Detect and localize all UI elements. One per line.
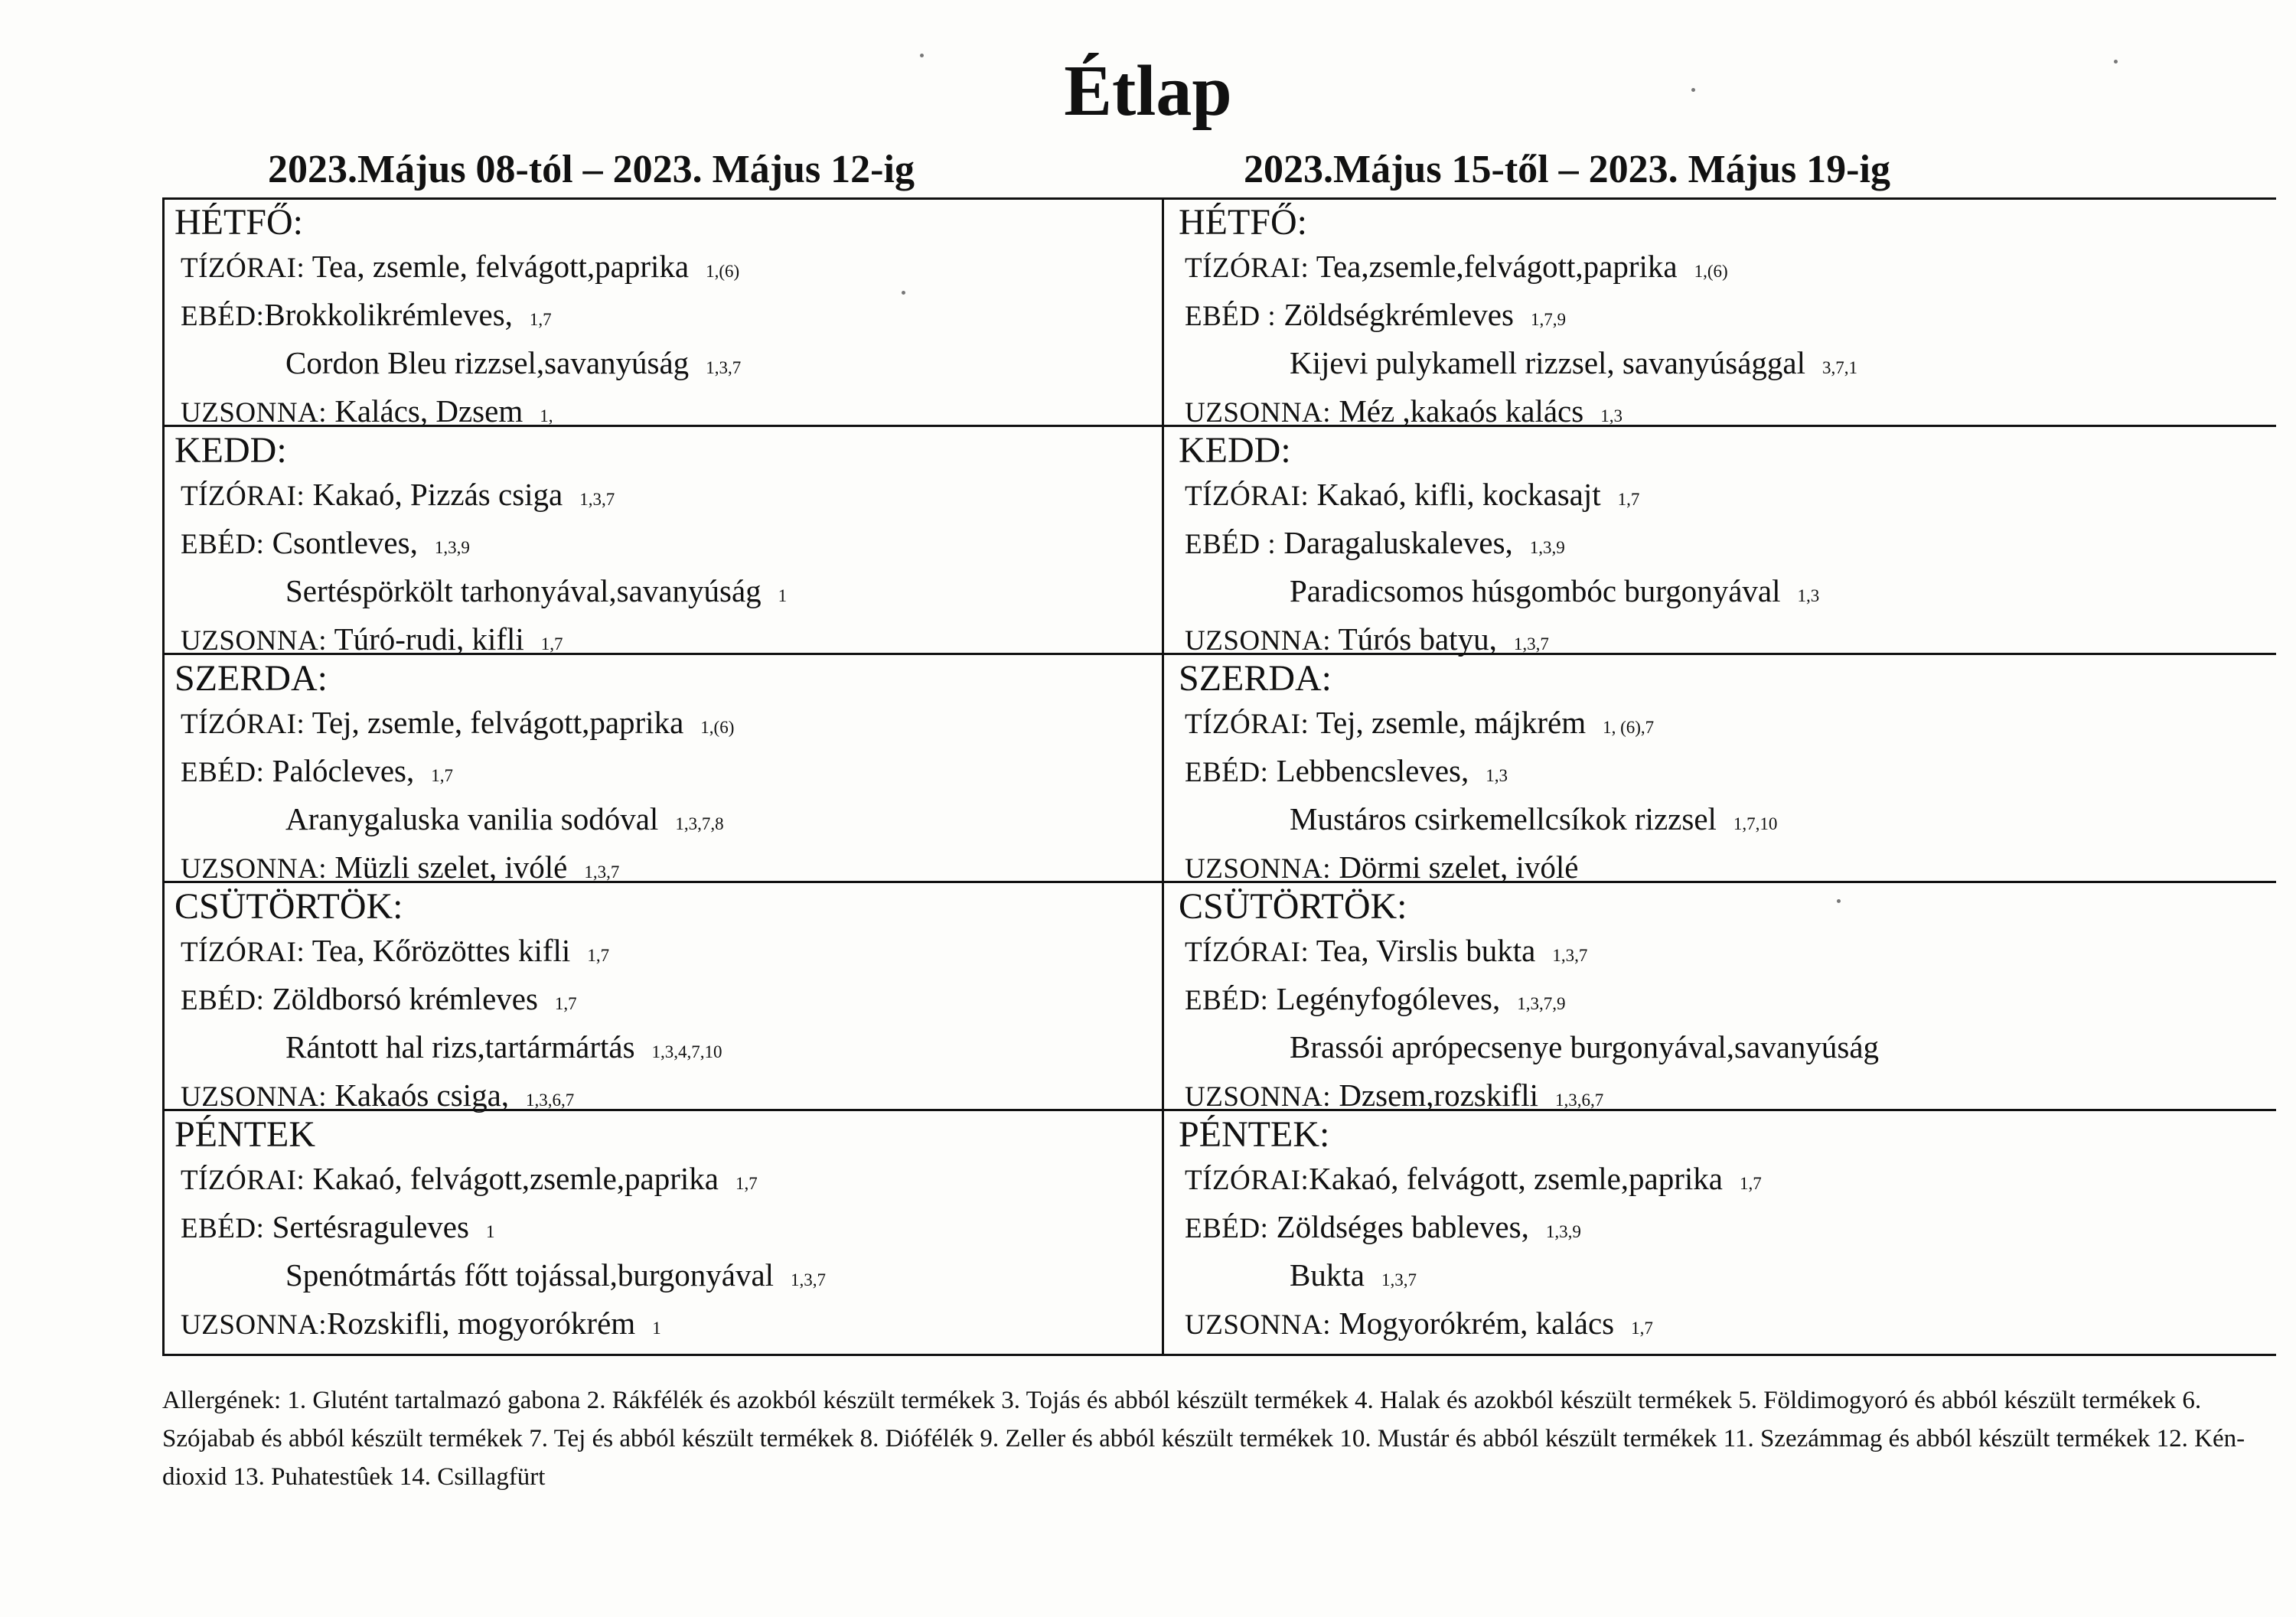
ebed-line [1179,977,2166,1025]
tizorai-line [174,245,1162,293]
allergen-codes: 1,3,7 [1381,1270,1417,1289]
meal-label: EBÉD : [1185,301,1277,332]
ebed-main-course-line [174,569,1162,618]
allergen-legend: Allergének: 1. Glutént tartalmazó gabona 2. Rákfélék és azokból készült termékek 3. Tojás és abból készült termékek 4. Halak és azokból készült termékek 5. Földimogyoró és abból készült termékek 6. Szójabab és abból készült termékek 7. Tej és abból készült termékek 8. Diófélék 9. Zeller és abból készült termékek 10. Mustár és abból készült termékek 11. Szezámmag és abból készült termékek 12. Kén-dioxid 13. Puhatestûek 14. Csillagfürt [162,1387,2245,1491]
meal-label: EBÉD: [181,985,265,1016]
meal-text: Kakaó, felvágott, zsemle,paprika [1309,1161,1723,1196]
ebed-main-course-line [174,341,1162,390]
ebed-main-course-line [1179,341,2166,390]
meal-text: Kijevi pulykamell rizzsel, savanyúsággal [1290,345,1806,380]
day-cell [1179,1113,2166,1350]
meal-label: UZSONNA: [1185,1309,1332,1341]
meal-label: EBÉD: [181,757,265,788]
allergen-codes: 1,7 [431,766,453,785]
ebed-line [1179,521,2166,569]
meal-text: Tej, zsemle, májkrém [1309,705,1587,740]
meal-label: UZSONNA: [181,1309,328,1341]
uzsonna-line [174,1302,1162,1350]
meal-text: Zöldborsó krémleves [264,981,538,1016]
meal-label: UZSONNA: [1185,1081,1332,1113]
meal-label: EBÉD: [181,301,265,332]
allergen-codes: 1,3,7 [1552,946,1588,965]
allergen-codes: 1,3,9 [434,538,470,557]
tizorai-line [1179,245,2166,293]
tizorai-line [1179,929,2166,977]
day-cell [1179,657,2166,894]
allergen-codes: 1,3,6,7 [526,1090,575,1110]
meal-label: UZSONNA: [1185,853,1332,885]
allergen-codes: 1,3,7 [706,358,742,377]
ebed-main-course-line [174,1254,1162,1302]
meal-label: UZSONNA: [181,1081,328,1113]
allergen-codes: 1,7 [587,946,610,965]
meal-text: Dörmi szelet, ivólé [1331,849,1579,885]
meal-label: UZSONNA: [181,397,328,429]
ebed-line [174,749,1162,797]
meal-text: Csontleves, [264,525,418,560]
meal-label: TÍZÓRAI: [1185,253,1309,284]
ebed-main-course-line [174,1025,1162,1074]
meal-label: TÍZÓRAI: [181,253,305,284]
meal-label: TÍZÓRAI: [181,1165,305,1196]
meal-text: Kalács, Dzsem [327,393,523,429]
meal-text: Zöldséges bableves, [1268,1209,1529,1244]
allergen-codes: 1,3,7,8 [675,814,724,833]
meal-label: TÍZÓRAI: [181,481,305,512]
day-name: KEDD: [174,430,287,471]
allergen-codes: 1,3,9 [1545,1222,1581,1241]
allergen-codes: 1, (6),7 [1603,718,1655,737]
meal-label: TÍZÓRAI: [1185,937,1309,968]
ebed-line [174,977,1162,1025]
day-name: SZERDA: [174,658,328,699]
day-cell [174,1113,1162,1350]
ebed-main-course-line [174,797,1162,846]
meal-text: Tej, zsemle, felvágott,paprika [305,705,684,740]
meal-label: UZSONNA: [181,625,328,657]
allergen-codes: 1,3,7 [1513,634,1549,654]
meal-text: Tea, Virslis bukta [1309,933,1536,968]
meal-label: TÍZÓRAI: [181,937,305,968]
week-1-heading: 2023.Május 08-tól – 2023. Május 12-ig [268,148,915,191]
ebed-line [174,521,1162,569]
day-name: HÉTFŐ: [1179,202,1307,243]
tizorai-line [174,473,1162,521]
tizorai-line [1179,473,2166,521]
allergen-codes: 1,3,7 [584,862,620,882]
day-name: HÉTFŐ: [174,202,303,243]
meal-text: Bukta [1290,1257,1365,1293]
allergen-codes: 1,7,10 [1733,814,1778,833]
ebed-main-course-line [1179,1025,2166,1074]
meal-label: EBÉD: [1185,1213,1269,1244]
ebed-line [1179,293,2166,341]
meal-text: Kakaó, felvágott,zsemle,paprika [305,1161,719,1196]
ebed-line [174,293,1162,341]
ebed-line [1179,1205,2166,1254]
meal-text: Tea, zsemle, felvágott,paprika [305,249,690,284]
allergen-codes: 1,3 [1486,766,1508,785]
day-name: SZERDA: [1179,658,1332,699]
allergen-codes: 1,7 [529,310,552,329]
meal-text: Brassói aprópecsenye burgonyával,savanyúság [1290,1029,1880,1064]
allergen-codes: 1,3,7 [791,1270,827,1289]
day-name: PÉNTEK [174,1114,315,1155]
meal-text: Mogyorókrém, kalács [1331,1306,1615,1341]
meal-text: Tea, Kőrözöttes kifli [305,933,571,968]
tizorai-line [1179,701,2166,749]
meal-label: TÍZÓRAI: [1185,709,1309,740]
meal-text: Rozskifli, mogyorókrém [327,1306,636,1341]
allergen-codes: 1,(6) [706,262,740,281]
day-cell [174,885,1162,1122]
meal-text: Sertéspörkölt tarhonyával,savanyúság [285,573,762,608]
day-name: CSÜTÖRTÖK: [174,886,403,927]
column-divider [1162,197,1164,1356]
meal-text: Spenótmártás főtt tojással,burgonyával [285,1257,775,1293]
meal-text: Kakaós csiga, [327,1077,510,1113]
allergen-codes: 1,3,7 [579,490,615,509]
page-title: Étlap [1064,51,1232,131]
meal-label: UZSONNA: [1185,625,1332,657]
tizorai-line [1179,1157,2166,1205]
day-name: KEDD: [1179,430,1291,471]
meal-label: EBÉD: [181,529,265,560]
meal-label: TÍZÓRAI: [181,709,305,740]
meal-text: Kakaó, kifli, kockasajt [1309,477,1601,512]
day-cell [1179,200,2166,438]
allergen-codes: 1,7 [540,634,563,654]
allergen-codes: 3,7,1 [1822,358,1858,377]
meal-text: Legényfogóleves, [1268,981,1501,1016]
day-cell [174,429,1162,666]
meal-text: Méz ,kakaós kalács [1331,393,1584,429]
allergen-codes: 1,3,9 [1529,538,1565,557]
allergen-codes: 1,3,4,7,10 [651,1042,722,1061]
ebed-line [1179,749,2166,797]
allergen-codes: 1 [485,1222,495,1241]
ebed-line [174,1205,1162,1254]
meal-label: UZSONNA: [1185,397,1332,429]
meal-text: Zöldségkrémleves [1276,297,1514,332]
allergen-codes: 1,7 [1631,1319,1653,1338]
meal-text: Cordon Bleu rizzsel,savanyúság [285,345,690,380]
meal-text: Túró-rudi, kifli [327,621,524,657]
allergen-codes: 1,3 [1797,586,1820,605]
allergen-codes: 1, [540,406,553,425]
allergen-codes: 1,7 [1617,490,1640,509]
allergen-codes: 1,(6) [1694,262,1728,281]
meal-label: EBÉD: [181,1213,265,1244]
meal-text: Palócleves, [264,753,415,788]
ebed-main-course-line [1179,797,2166,846]
uzsonna-line [1179,1302,2166,1350]
allergen-codes: 1,7,9 [1530,310,1566,329]
day-cell [174,657,1162,894]
meal-text: Paradicsomos húsgombóc burgonyával [1290,573,1781,608]
meal-text: Aranygaluska vanilia sodóval [285,801,659,836]
day-cell [174,200,1162,438]
allergen-codes: 1 [778,586,788,605]
meal-text: Daragaluskaleves, [1276,525,1513,560]
meal-text: Brokkolikrémleves, [264,297,513,332]
meal-text: Kakaó, Pizzás csiga [305,477,563,512]
ebed-main-course-line [1179,569,2166,618]
allergen-codes: 1,7 [735,1174,758,1193]
week-2-heading: 2023.Május 15-től – 2023. Május 19-ig [1244,148,1890,191]
meal-label: UZSONNA: [181,853,328,885]
allergen-codes: 1,7 [554,994,577,1013]
meal-text: Sertésraguleves [264,1209,469,1244]
meal-text: Tea,zsemle,felvágott,paprika [1309,249,1678,284]
allergen-codes: 1,(6) [700,718,735,737]
tizorai-line [174,701,1162,749]
day-name: CSÜTÖRTÖK: [1179,886,1407,927]
ebed-main-course-line [1179,1254,2166,1302]
allergen-codes: 1,7 [1740,1174,1762,1193]
meal-text: Túrós batyu, [1331,621,1497,657]
allergen-codes: 1,3 [1600,406,1623,425]
allergen-codes: 1,3,6,7 [1555,1090,1604,1110]
meal-label: EBÉD : [1185,529,1277,560]
meal-text: Rántott hal rizs,tartármártás [285,1029,635,1064]
allergen-codes: 1,3,7,9 [1517,994,1566,1013]
day-cell [1179,885,2166,1122]
meal-label: EBÉD: [1185,985,1269,1016]
meal-text: Dzsem,rozskifli [1331,1077,1539,1113]
meal-label: TÍZÓRAI: [1185,481,1309,512]
day-cell [1179,429,2166,666]
tizorai-line [174,1157,1162,1205]
meal-text: Müzli szelet, ivólé [327,849,568,885]
meal-label: EBÉD: [1185,757,1269,788]
meal-text: Mustáros csirkemellcsíkok rizzsel [1290,801,1717,836]
day-name: PÉNTEK: [1179,1114,1330,1155]
meal-label: TÍZÓRAI: [1185,1165,1309,1196]
meal-text: Lebbencsleves, [1268,753,1469,788]
allergen-codes: 1 [652,1319,661,1338]
tizorai-line [174,929,1162,977]
